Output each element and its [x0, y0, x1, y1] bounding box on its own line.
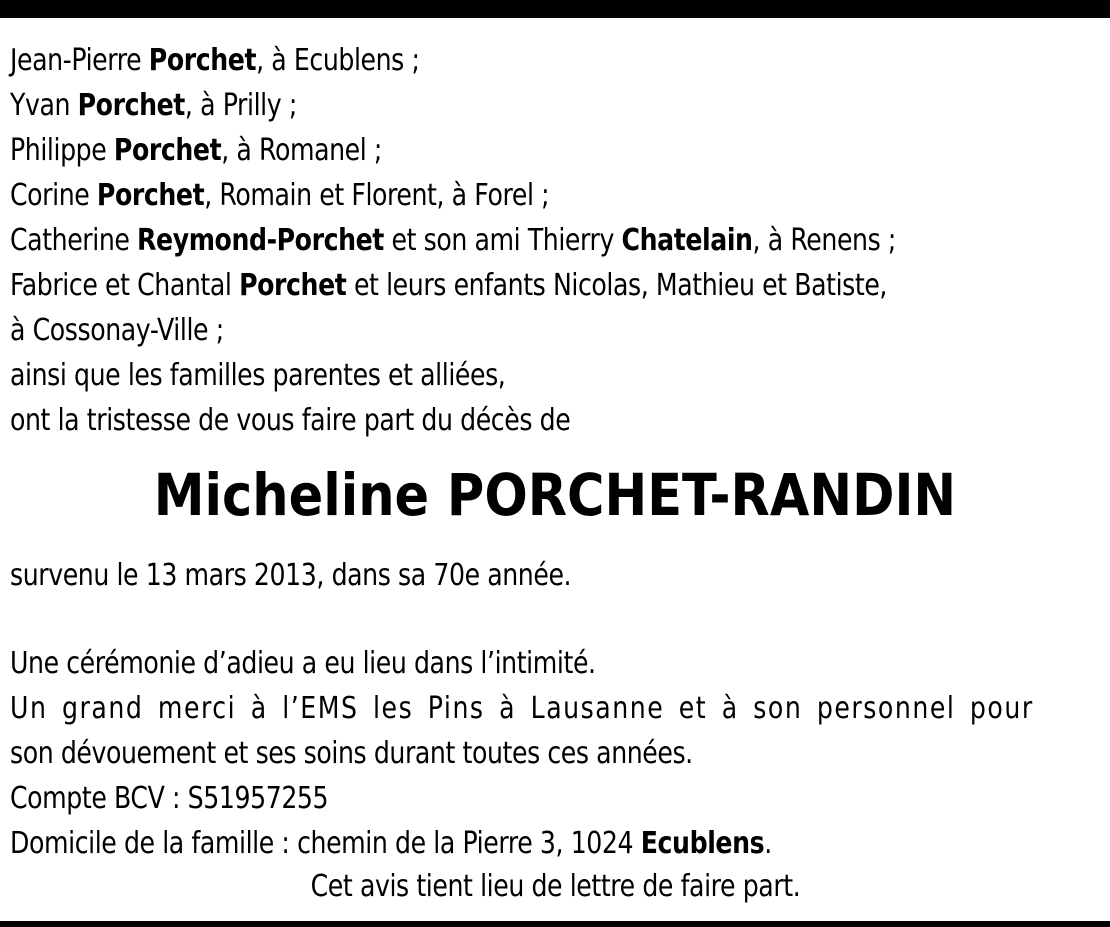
family-line: Fabrice et Chantal Porchet et leurs enfants Nicolas, Mathieu et Batiste, — [10, 268, 887, 303]
date-line: survenu le 13 mars 2013, dans sa 70e année. — [10, 558, 572, 593]
family-line: Yvan Porchet, à Prilly ; — [10, 88, 297, 123]
thanks-line: Un grand merci à l’EMS les Pins à Lausanne et à son personnel pour — [10, 691, 1034, 726]
family-line: ainsi que les familles parentes et alliées, — [10, 358, 506, 393]
closing-line: Cet avis tient lieu de lettre de faire part. — [310, 869, 800, 904]
domicile-line: Domicile de la famille : chemin de la Pierre 3, 1024 Ecublens. — [10, 826, 772, 861]
family-line: Jean-Pierre Porchet, à Ecublens ; — [10, 43, 420, 78]
account-line: Compte BCV : S51957255 — [10, 781, 329, 816]
thanks-line-continued: son dévouement et ses soins durant toutes ces années. — [10, 736, 693, 771]
deceased-name: Micheline PORCHET-RANDIN — [153, 461, 957, 529]
family-line: à Cossonay-Ville ; — [10, 313, 224, 348]
spacer — [10, 598, 1100, 641]
notice-details — [10, 553, 1100, 866]
family-line: Philippe Porchet, à Romanel ; — [10, 133, 382, 168]
family-line: Corine Porchet, Romain et Florent, à Forel ; — [10, 178, 550, 213]
top-rule — [0, 0, 1110, 18]
family-list — [10, 38, 1100, 443]
ceremony-line: Une cérémonie d’adieu a eu lieu dans l’intimité. — [10, 646, 596, 681]
bottom-rule — [0, 921, 1110, 927]
family-line: Catherine Reymond-Porchet et son ami Thierry Chatelain, à Renens ; — [10, 223, 896, 258]
announcement-line: ont la tristesse de vous faire part du décès de — [10, 403, 571, 438]
